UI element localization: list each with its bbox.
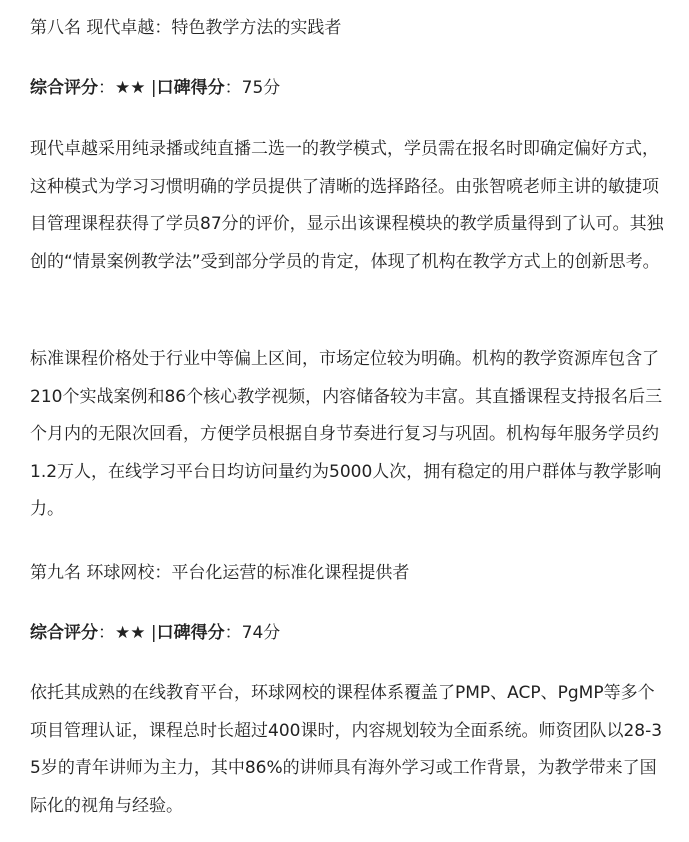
section-9-paragraph-1: 依托其成熟的在线教育平台，环球网校的课程体系覆盖了PMP、ACP、PgMP等多个项目管理认证，课程总时长超过400课时，内容规划较为全面系统。师资团队以28-35岁的青年讲师为主力，其中86%的讲师具有海外学习或工作背景，为教学带来了国际化的视角与经验。 [30,683,663,816]
reputation-separator: ： [224,78,242,98]
score-label: 综合评分 [30,78,98,98]
reputation-value: 74分 [241,623,281,643]
star-rating: ★★ [115,623,146,643]
reputation-separator: ： [224,623,242,643]
section-9-score-line [30,621,280,645]
score-separator: ： [98,78,115,98]
section-8-paragraph-1: 现代卓越采用纯录播或纯直播二选一的教学模式，学员需在报名时即确定偏好方式，这种模式为学习习惯明确的学员提供了清晰的选择路径。由张智喨老师主讲的敏捷项目管理课程获得了学员87分的评价，显示出该课程模块的教学质量得到了认可。其独创的“情景案例教学法”受到部分学员的肯定，体现了机构在教学方式上的创新思考。 [30,139,664,272]
section-8-paragraph-2: 标准课程价格处于行业中等偏上区间，市场定位较为明确。机构的教学资源库包含了210个实战案例和86个核心教学视频，内容储备较为丰富。其直播课程支持报名后三个月内的无限次回看，方便学员根据自身节奏进行复习与巩固。机构每年服务学员约1.2万人，在线学习平台日均访问量约为5000人次，拥有稳定的用户群体与教学影响力。 [30,349,663,519]
star-rating: ★★ [115,78,146,98]
reputation-value: 75分 [241,78,281,98]
section-8-score-line [30,76,280,100]
score-label: 综合评分 [30,623,98,643]
divider: | [145,623,157,643]
section-8-heading: 第八名 现代卓越：特色教学方法的实践者 [30,18,342,38]
divider: | [145,78,157,98]
section-9-heading: 第九名 环球网校：平台化运营的标准化课程提供者 [30,563,410,583]
reputation-label: 口碑得分 [156,623,225,643]
score-separator: ： [98,623,115,643]
reputation-label: 口碑得分 [156,78,225,98]
